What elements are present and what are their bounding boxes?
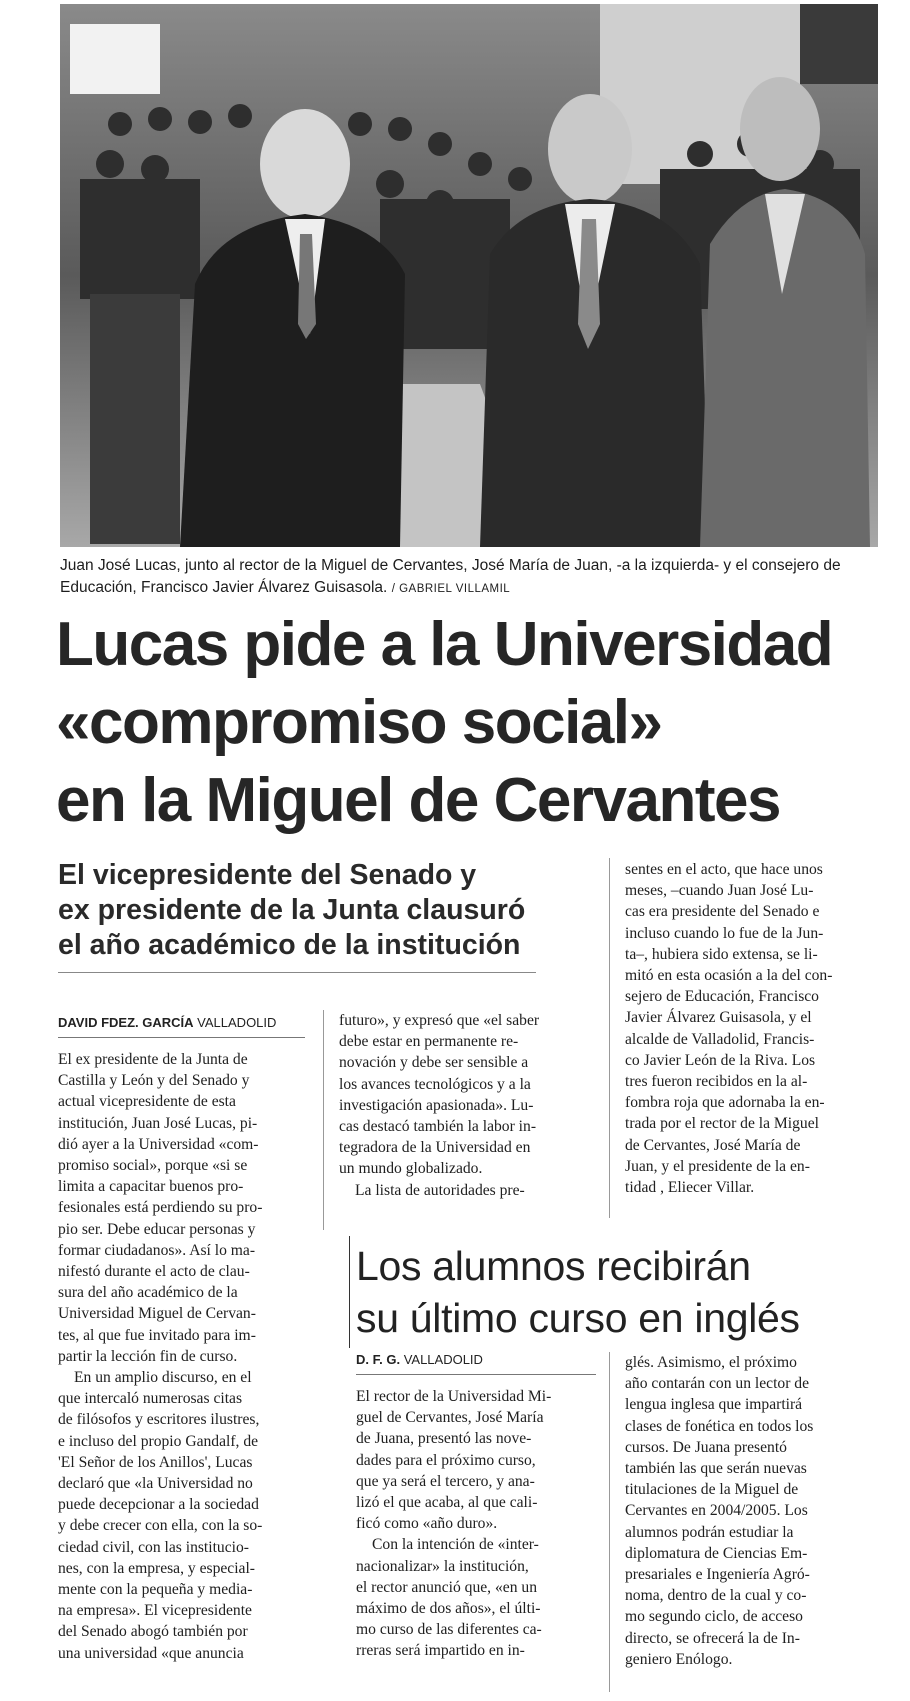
text-line: tes, al que fue invitado para im- [58, 1326, 256, 1344]
article2-headline [356, 1240, 886, 1344]
text-line: el rector anunció que, «en un [356, 1578, 537, 1596]
article1-column-2 [339, 1010, 594, 1201]
text-line: sentes en el acto, que hace unos [625, 861, 823, 878]
text-line: e incluso del propio Gandalf, de [58, 1432, 259, 1450]
text-line: incluso cuando lo fue de la Jun- [625, 924, 824, 942]
text-line: Juan, y el presidente de la en- [625, 1157, 810, 1175]
text-line: trada por el rector de la Miguel [625, 1115, 819, 1133]
text-line: lizó el que acaba, al que cali- [356, 1494, 538, 1512]
photo-caption [60, 555, 860, 600]
text-line: na empresa». El vicepresidente [58, 1602, 252, 1620]
text-line: clases de fonética en todos los [625, 1417, 814, 1435]
text-line: nifestó durante el acto de clau- [58, 1263, 250, 1281]
text-line: futuro», y expresó que «el saber [339, 1012, 540, 1029]
subhead-divider [58, 972, 536, 973]
article1-column-3 [625, 859, 877, 1198]
text-line: limita a capacitar buenos pro- [58, 1178, 244, 1196]
text-line: alcalde de Valladolid, Francis- [625, 1030, 815, 1048]
subhead-line-2: ex presidente de la Junta clausuró [58, 894, 526, 926]
subhead-line-1: El vicepresidente del Senado y [58, 859, 477, 891]
text-line: ficó como «año duro». [356, 1515, 498, 1533]
photo-illustration [60, 4, 878, 547]
article2-column-1 [356, 1386, 596, 1662]
text-line: mente con la pequeña y media- [58, 1581, 253, 1599]
column-divider [609, 858, 610, 1218]
headline-line-3: en la Miguel de Cervantes [56, 766, 780, 835]
text-line: Castilla y León y del Senado y [58, 1072, 250, 1090]
text-line: que ya será el tercero, y ana- [356, 1472, 535, 1490]
text-line: tegradora de la Universidad en [339, 1139, 531, 1157]
text-line: alumnos podrán estudiar la [625, 1523, 794, 1541]
text-line: diplomatura de Ciencias Em- [625, 1544, 808, 1562]
text-line: sura del año académico de la [58, 1284, 238, 1302]
photo-credit: / GABRIEL VILLAMIL [391, 583, 511, 595]
text-line: de filósofos y escritores ilustres, [58, 1411, 260, 1429]
text-line: geniero Enólogo. [625, 1650, 733, 1668]
text-line: formar ciudadanos». Así lo ma- [58, 1241, 256, 1259]
text-line: cas destacó también la labor in- [339, 1118, 537, 1136]
text-line: nes, con la empresa, y especial- [58, 1559, 256, 1577]
text-line: ta–, hubiera sido extensa, se li- [625, 945, 818, 963]
text-line: un mundo globalizado. [339, 1160, 483, 1178]
article2-column-2 [625, 1352, 877, 1670]
text-line: dades para el próximo curso, [356, 1451, 536, 1469]
text-line: tres fueron recibidos en la al- [625, 1073, 808, 1091]
text-line: debe estar en permanente re- [339, 1033, 519, 1051]
headline-line-2: «compromiso social» [56, 688, 662, 757]
text-line: de Cervantes, José María de [625, 1136, 801, 1154]
text-line: del Senado abogó también por [58, 1623, 248, 1641]
text-line: mo segundo ciclo, de acceso [625, 1608, 803, 1626]
text-line: Con la intención de «inter- [372, 1536, 539, 1554]
article1-column-1 [58, 1049, 308, 1664]
text-line: cas era presidente del Senado e [625, 903, 820, 921]
text-line: año contarán con un lector de [625, 1375, 810, 1393]
text-line: mo curso de las diferentes ca- [356, 1621, 542, 1639]
text-line: actual vicepresidente de esta [58, 1093, 236, 1111]
text-line: rreras será impartido en in- [356, 1642, 525, 1660]
text-line: co Javier León de la Riva. Los [625, 1051, 816, 1069]
article1-byline [58, 1015, 276, 1031]
text-line: Cervantes en 2004/2005. Los [625, 1502, 808, 1520]
text-line: y debe crecer con ella, con la so- [58, 1517, 263, 1535]
text-line: lengua inglesa que impartirá [625, 1396, 803, 1414]
byline-divider [356, 1374, 596, 1375]
text-line: fesionales está perdiendo su pro- [58, 1199, 263, 1217]
text-line: dió ayer a la Universidad «com- [58, 1135, 259, 1153]
column-divider [323, 1010, 324, 1230]
main-headline [56, 606, 886, 840]
text-line: glés. Asimismo, el próximo [625, 1354, 797, 1371]
text-line: promiso social», porque «si se [58, 1157, 248, 1175]
news-photo [60, 4, 878, 547]
text-line: tidad , Eliecer Villar. [625, 1179, 755, 1197]
text-line: La lista de autoridades pre- [355, 1181, 525, 1199]
text-line: una universidad «que anuncia [58, 1644, 244, 1662]
text-line: novación y debe ser sensible a [339, 1054, 529, 1072]
text-line: declaró que «la Universidad no [58, 1475, 253, 1493]
text-line: máximo de dos años», el últi- [356, 1600, 541, 1618]
column-divider [609, 1352, 610, 1692]
text-line: partir la lección fin de curso. [58, 1347, 238, 1365]
article2-border [349, 1236, 350, 1348]
text-line: directo, se ofrecerá la de In- [625, 1629, 800, 1647]
text-line: El ex presidente de la Junta de [58, 1051, 248, 1068]
text-line: investigación apasionada». Lu- [339, 1096, 534, 1114]
text-line: puede decepcionar a la sociedad [58, 1496, 259, 1514]
text-line: institución, Juan José Lucas, pi- [58, 1114, 258, 1132]
text-line: mitó en esta ocasión a la del con- [625, 967, 833, 985]
caption-text: Juan José Lucas, junto al rector de la Miguel de Cervantes, José María de Juan, -a la izquierda- y el consejero de Educación, Francisco Javier Álvarez Guisasola. [60, 557, 841, 596]
text-line: los avances tecnológicos y a la [339, 1075, 531, 1093]
text-line: Javier Álvarez Guisasola, y el [625, 1009, 812, 1027]
text-line: fombra roja que adornaba la en- [625, 1094, 825, 1112]
text-line: presariales e Ingeniería Agró- [625, 1566, 810, 1584]
text-line: titulaciones de la Miguel de [625, 1481, 799, 1499]
headline-line-1: Lucas pide a la Universidad [56, 610, 833, 679]
article1-author: DAVID FDEZ. GARCÍA [58, 1015, 194, 1030]
text-line: guel de Cervantes, José María [356, 1409, 544, 1427]
article2-headline-line-1: Los alumnos recibirán [356, 1243, 751, 1289]
byline-divider [58, 1037, 305, 1038]
text-line: nacionalizar» la institución, [356, 1557, 529, 1575]
subhead-line-3: el año académico de la institución [58, 929, 521, 961]
text-line: pio ser. Debe educar personas y [58, 1220, 256, 1238]
text-line: 'El Señor de los Anillos', Lucas [58, 1453, 253, 1471]
article2-author: D. F. G. [356, 1352, 401, 1367]
text-line: noma, dentro de la cual y co- [625, 1587, 807, 1605]
text-line: El rector de la Universidad Mi- [356, 1388, 552, 1405]
text-line: En un amplio discurso, en el [74, 1369, 252, 1387]
text-line: también las que serán nuevas [625, 1460, 807, 1478]
text-line: que intercaló numerosas citas [58, 1390, 243, 1408]
text-line: cursos. De Juana presentó [625, 1438, 787, 1456]
text-line: ciedad civil, con las institucio- [58, 1538, 249, 1556]
text-line: meses, –cuando Juan José Lu- [625, 882, 814, 900]
article2-place: VALLADOLID [403, 1352, 483, 1367]
text-line: de Juana, presentó las nove- [356, 1430, 532, 1448]
article2-byline [356, 1352, 483, 1368]
article2-headline-line-2: su último curso en inglés [356, 1295, 800, 1341]
text-line: sejero de Educación, Francisco [625, 988, 819, 1006]
subheadline [58, 858, 558, 963]
text-line: Universidad Miguel de Cervan- [58, 1305, 256, 1323]
article1-place: VALLADOLID [197, 1015, 277, 1030]
